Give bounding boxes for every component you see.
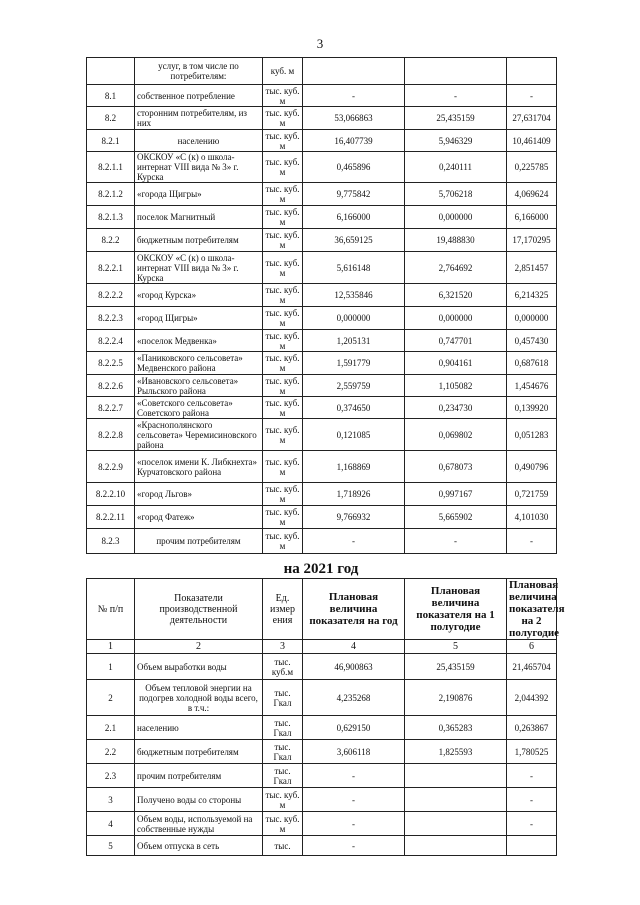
indicator-name: Объем отпуска в сеть bbox=[135, 836, 263, 856]
production-table-header bbox=[87, 579, 565, 654]
indicator-name: бюджетным потребителям bbox=[135, 740, 263, 764]
indicator-name: сторонним потребителям, из них bbox=[135, 107, 263, 130]
header-plan-half2: Плановая величина показателя на 2 полугодие bbox=[507, 579, 557, 640]
production-table-body bbox=[87, 654, 557, 856]
value-half2 bbox=[507, 58, 557, 85]
indicator-name: «города Щигры» bbox=[135, 183, 263, 206]
indicator-name: «город Льгов» bbox=[135, 483, 263, 506]
table-row bbox=[87, 788, 557, 812]
row-number: 8.2.2.9 bbox=[87, 451, 135, 483]
unit-cell: тыс. куб. м bbox=[263, 284, 303, 307]
header-num: № п/п bbox=[87, 579, 135, 640]
page-number: 3 bbox=[316, 36, 324, 51]
unit-cell: тыс. куб. м bbox=[263, 451, 303, 483]
consumption-table-body bbox=[87, 58, 557, 554]
value-half2: 17,170295 bbox=[507, 229, 557, 252]
value-year: 53,066863 bbox=[303, 107, 405, 130]
header-plan-half1: Плановая величина показателя на 1 полугодие bbox=[405, 579, 507, 640]
indicator-name: «поселок имени К. Либкнехта» Курчатовского района bbox=[135, 451, 263, 483]
value-year: 0,465896 bbox=[303, 152, 405, 183]
indicator-name: «Ивановского сельсовета» Рыльского района bbox=[135, 375, 263, 397]
unit-cell: тыс. куб. м bbox=[263, 183, 303, 206]
unit-cell: тыс. куб. м bbox=[263, 307, 303, 330]
value-year: 0,629150 bbox=[303, 716, 405, 740]
value-half1 bbox=[405, 812, 507, 836]
indicator-name: поселок Магнитный bbox=[135, 206, 263, 229]
value-half1: 0,069802 bbox=[405, 419, 507, 451]
indicator-name: Объем воды, используемой на собственные нужды bbox=[135, 812, 263, 836]
value-half2: 4,101030 bbox=[507, 506, 557, 529]
value-half2: 1,780525 bbox=[507, 740, 557, 764]
value-year: 9,766932 bbox=[303, 506, 405, 529]
value-half1: 0,240111 bbox=[405, 152, 507, 183]
value-half2: 27,631704 bbox=[507, 107, 557, 130]
index-cell: 2 bbox=[135, 640, 263, 654]
value-half2: - bbox=[507, 85, 557, 107]
table-row bbox=[87, 483, 557, 506]
table-row bbox=[87, 397, 557, 419]
row-number: 2.1 bbox=[87, 716, 135, 740]
table-row bbox=[87, 152, 557, 183]
indicator-name: Объем тепловой энергии на подогрев холодной воды всего, в т.ч.: bbox=[135, 680, 263, 716]
value-year: 0,121085 bbox=[303, 419, 405, 451]
unit-cell: тыс. куб. м bbox=[263, 252, 303, 284]
unit-cell: тыс. куб. м bbox=[263, 152, 303, 183]
value-half1 bbox=[405, 836, 507, 856]
indicator-name: прочим потребителям bbox=[135, 764, 263, 788]
table-row bbox=[87, 506, 557, 529]
value-half2: - bbox=[507, 812, 557, 836]
indicator-name: «поселок Медвенка» bbox=[135, 330, 263, 352]
indicator-name: бюджетным потребителям bbox=[135, 229, 263, 252]
value-year: - bbox=[303, 529, 405, 554]
value-year: - bbox=[303, 836, 405, 856]
table-row bbox=[87, 680, 557, 716]
table-row bbox=[87, 85, 557, 107]
unit-cell: тыс. куб. м bbox=[263, 85, 303, 107]
value-year bbox=[303, 58, 405, 85]
row-number: 8.2.3 bbox=[87, 529, 135, 554]
value-half2: - bbox=[507, 529, 557, 554]
value-half2: 0,490796 bbox=[507, 451, 557, 483]
row-number: 8.2.2.1 bbox=[87, 252, 135, 284]
table-row bbox=[87, 229, 557, 252]
table-row bbox=[87, 654, 557, 680]
value-half2: 0,721759 bbox=[507, 483, 557, 506]
value-half1: 0,000000 bbox=[405, 206, 507, 229]
index-cell: 6 bbox=[507, 640, 557, 654]
indicator-name: ОКСКОУ «С (к) о школа-интернат VIII вида № 3» г. Курска bbox=[135, 252, 263, 284]
value-year: 1,718926 bbox=[303, 483, 405, 506]
table-row bbox=[87, 252, 557, 284]
row-number: 2 bbox=[87, 680, 135, 716]
value-year: - bbox=[303, 812, 405, 836]
value-half1: 0,000000 bbox=[405, 307, 507, 330]
unit-cell: тыс. куб.м bbox=[263, 654, 303, 680]
value-year: 46,900863 bbox=[303, 654, 405, 680]
index-cell: 5 bbox=[405, 640, 507, 654]
row-number: 8.2.1.3 bbox=[87, 206, 135, 229]
value-half1: 2,190876 bbox=[405, 680, 507, 716]
value-half2: 4,069624 bbox=[507, 183, 557, 206]
unit-cell: тыс. куб. м bbox=[263, 483, 303, 506]
value-half1: - bbox=[405, 85, 507, 107]
unit-cell: тыс. куб. м bbox=[263, 107, 303, 130]
indicator-name: «город Щигры» bbox=[135, 307, 263, 330]
value-year: 16,407739 bbox=[303, 130, 405, 152]
unit-cell: тыс. куб. м bbox=[263, 206, 303, 229]
indicator-name: «Паниковского сельсовета» Медвенского района bbox=[135, 352, 263, 375]
value-year: 6,166000 bbox=[303, 206, 405, 229]
table-row bbox=[87, 529, 557, 554]
value-half2: 6,214325 bbox=[507, 284, 557, 307]
row-number: 8.2.2.2 bbox=[87, 284, 135, 307]
index-cell: 1 bbox=[87, 640, 135, 654]
unit-cell: тыс. bbox=[263, 836, 303, 856]
row-number: 2.3 bbox=[87, 764, 135, 788]
unit-cell: тыс. куб. м bbox=[263, 419, 303, 451]
value-half1: 2,764692 bbox=[405, 252, 507, 284]
table-row bbox=[87, 130, 557, 152]
unit-cell: тыс. куб. м bbox=[263, 330, 303, 352]
header-name: Показатели производственной деятельности bbox=[135, 579, 263, 640]
indicator-name: «город Курска» bbox=[135, 284, 263, 307]
row-number: 8.2.1 bbox=[87, 130, 135, 152]
value-half1: 25,435159 bbox=[405, 107, 507, 130]
table-row bbox=[87, 740, 557, 764]
value-half2: 10,461409 bbox=[507, 130, 557, 152]
row-number: 8.2.1.1 bbox=[87, 152, 135, 183]
value-year: 5,616148 bbox=[303, 252, 405, 284]
value-half2: 21,465704 bbox=[507, 654, 557, 680]
row-number: 8.1 bbox=[87, 85, 135, 107]
value-half1: 0,997167 bbox=[405, 483, 507, 506]
value-half2: 0,457430 bbox=[507, 330, 557, 352]
year-heading: на 2021 год bbox=[283, 561, 359, 577]
value-half1: 1,825593 bbox=[405, 740, 507, 764]
unit-cell: тыс. куб. м bbox=[263, 229, 303, 252]
value-half2: 0,051283 bbox=[507, 419, 557, 451]
value-year: 1,591779 bbox=[303, 352, 405, 375]
row-number: 8.2.2.4 bbox=[87, 330, 135, 352]
value-half1: 19,488830 bbox=[405, 229, 507, 252]
consumption-table bbox=[86, 57, 557, 554]
indicator-name: ОКСКОУ «С (к) о школа-интернат VIII вида № 3» г. Курска bbox=[135, 152, 263, 183]
unit-cell: тыс. куб. м bbox=[263, 529, 303, 554]
unit-cell: тыс. Гкал bbox=[263, 680, 303, 716]
value-half1 bbox=[405, 788, 507, 812]
row-number bbox=[87, 58, 135, 85]
row-number: 4 bbox=[87, 812, 135, 836]
value-year: 36,659125 bbox=[303, 229, 405, 252]
row-number: 8.2 bbox=[87, 107, 135, 130]
unit-cell: тыс. куб. м bbox=[263, 375, 303, 397]
indicator-name: Получено воды со стороны bbox=[135, 788, 263, 812]
value-half2: 6,166000 bbox=[507, 206, 557, 229]
value-year: 3,606118 bbox=[303, 740, 405, 764]
table-row bbox=[87, 451, 557, 483]
value-half2: 0,225785 bbox=[507, 152, 557, 183]
index-cell: 4 bbox=[303, 640, 405, 654]
table-row bbox=[87, 836, 557, 856]
indicator-name: населению bbox=[135, 130, 263, 152]
table-row bbox=[87, 716, 557, 740]
row-number: 8.2.2.7 bbox=[87, 397, 135, 419]
value-half2: 2,044392 bbox=[507, 680, 557, 716]
value-year: 9,775842 bbox=[303, 183, 405, 206]
unit-cell: тыс. куб. м bbox=[263, 130, 303, 152]
value-half1: 0,365283 bbox=[405, 716, 507, 740]
value-year: 2,559759 bbox=[303, 375, 405, 397]
index-cell: 3 bbox=[263, 640, 303, 654]
value-half1: 0,747701 bbox=[405, 330, 507, 352]
value-year: 4,235268 bbox=[303, 680, 405, 716]
indicator-name: населению bbox=[135, 716, 263, 740]
value-year: 0,374650 bbox=[303, 397, 405, 419]
value-half1: 0,678073 bbox=[405, 451, 507, 483]
value-half2: - bbox=[507, 788, 557, 812]
column-index-row bbox=[87, 640, 557, 654]
value-half2 bbox=[507, 836, 557, 856]
table-row bbox=[87, 352, 557, 375]
value-half1: 25,435159 bbox=[405, 654, 507, 680]
value-half1: 6,321520 bbox=[405, 284, 507, 307]
production-table bbox=[86, 578, 565, 856]
value-year: 0,000000 bbox=[303, 307, 405, 330]
value-half1 bbox=[405, 764, 507, 788]
indicator-name: «Краснополянского сельсовета» Черемисиновского района bbox=[135, 419, 263, 451]
value-half1 bbox=[405, 58, 507, 85]
row-number: 8.2.2.3 bbox=[87, 307, 135, 330]
row-number: 8.2.2.5 bbox=[87, 352, 135, 375]
row-number: 3 bbox=[87, 788, 135, 812]
table-row bbox=[87, 375, 557, 397]
value-half2: 0,000000 bbox=[507, 307, 557, 330]
unit-cell: тыс. куб. м bbox=[263, 352, 303, 375]
row-number: 8.2.1.2 bbox=[87, 183, 135, 206]
unit-cell: тыс. куб. м bbox=[263, 506, 303, 529]
value-half2: 1,454676 bbox=[507, 375, 557, 397]
value-half1: - bbox=[405, 529, 507, 554]
row-number: 8.2.2.11 bbox=[87, 506, 135, 529]
row-number: 2.2 bbox=[87, 740, 135, 764]
value-half1: 5,946329 bbox=[405, 130, 507, 152]
indicator-name: «Советского сельсовета» Советского района bbox=[135, 397, 263, 419]
indicator-name: «город Фатеж» bbox=[135, 506, 263, 529]
indicator-name: Объем выработки воды bbox=[135, 654, 263, 680]
value-half1: 5,706218 bbox=[405, 183, 507, 206]
table-row bbox=[87, 307, 557, 330]
row-number: 1 bbox=[87, 654, 135, 680]
row-number: 8.2.2 bbox=[87, 229, 135, 252]
value-year: - bbox=[303, 764, 405, 788]
unit-cell: тыс. куб. м bbox=[263, 397, 303, 419]
unit-cell: куб. м bbox=[263, 58, 303, 85]
table-row bbox=[87, 284, 557, 307]
value-half1: 0,234730 bbox=[405, 397, 507, 419]
table-row bbox=[87, 206, 557, 229]
unit-cell: тыс. Гкал bbox=[263, 764, 303, 788]
value-half2: - bbox=[507, 764, 557, 788]
value-half2: 0,263867 bbox=[507, 716, 557, 740]
table-row bbox=[87, 812, 557, 836]
value-year: - bbox=[303, 788, 405, 812]
indicator-name: прочим потребителям bbox=[135, 529, 263, 554]
table-row bbox=[87, 419, 557, 451]
value-half1: 0,904161 bbox=[405, 352, 507, 375]
unit-cell: тыс. куб. м bbox=[263, 788, 303, 812]
value-year: 1,168869 bbox=[303, 451, 405, 483]
value-half1: 1,105082 bbox=[405, 375, 507, 397]
unit-cell: тыс. куб. м bbox=[263, 812, 303, 836]
value-half2: 0,139920 bbox=[507, 397, 557, 419]
row-number: 8.2.2.8 bbox=[87, 419, 135, 451]
value-half1: 5,665902 bbox=[405, 506, 507, 529]
indicator-name: услуг, в том числе по потребителям: bbox=[135, 58, 263, 85]
row-number: 5 bbox=[87, 836, 135, 856]
header-plan-year: Плановая величина показателя на год bbox=[303, 579, 405, 640]
unit-cell: тыс. Гкал bbox=[263, 716, 303, 740]
value-half2: 0,687618 bbox=[507, 352, 557, 375]
table-row bbox=[87, 764, 557, 788]
row-number: 8.2.2.6 bbox=[87, 375, 135, 397]
indicator-name: собственное потребление bbox=[135, 85, 263, 107]
value-year: - bbox=[303, 85, 405, 107]
value-half2: 2,851457 bbox=[507, 252, 557, 284]
value-year: 1,205131 bbox=[303, 330, 405, 352]
unit-cell: тыс. Гкал bbox=[263, 740, 303, 764]
table-row bbox=[87, 107, 557, 130]
table-row bbox=[87, 58, 557, 85]
table-row bbox=[87, 330, 557, 352]
table-row bbox=[87, 183, 557, 206]
header-unit: Ед. измер ения bbox=[263, 579, 303, 640]
value-year: 12,535846 bbox=[303, 284, 405, 307]
row-number: 8.2.2.10 bbox=[87, 483, 135, 506]
